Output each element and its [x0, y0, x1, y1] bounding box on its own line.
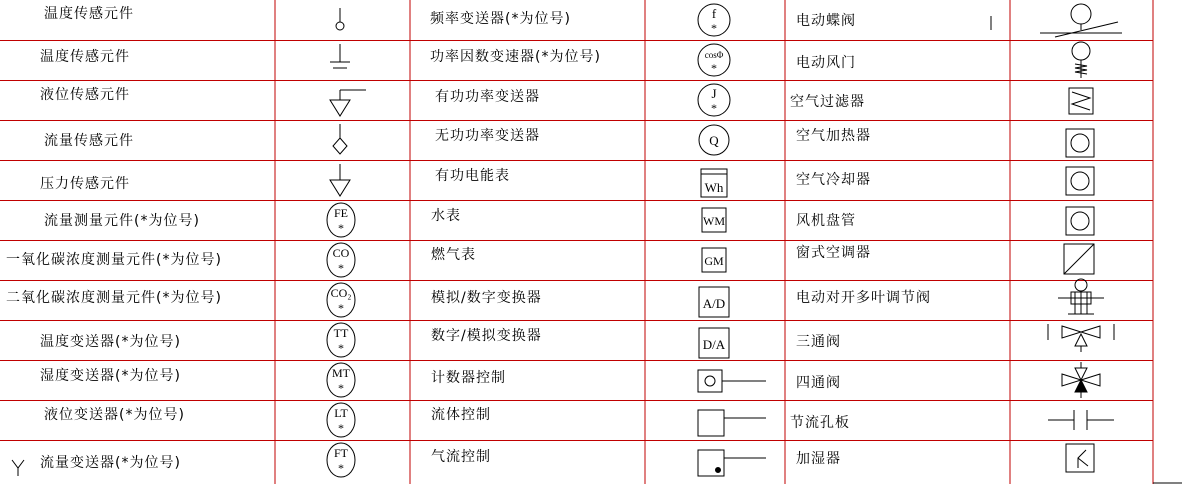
instrument-5-icon — [327, 403, 355, 437]
device-label: 空气过滤器 — [790, 94, 865, 110]
svg-text:MT: MT — [332, 366, 350, 380]
air-heater-icon — [1066, 129, 1094, 157]
meter-1-icon — [698, 44, 730, 76]
converter-label: 流体控制 — [431, 407, 491, 423]
four-way-valve-icon — [1062, 362, 1100, 398]
sensor-label: 压力传感元件 — [40, 176, 130, 192]
sensor-label: 温度传感元件 — [40, 49, 130, 65]
instrument-3-icon — [327, 323, 355, 357]
svg-text:D/A: D/A — [702, 337, 726, 352]
level-sensor-icon — [330, 90, 366, 116]
airflow-control-icon — [698, 450, 766, 476]
svg-text:*: * — [338, 421, 344, 435]
device-label: 电动对开多叶调节阀 — [796, 290, 931, 306]
energy-meter-icon — [701, 169, 727, 197]
svg-text:*: * — [711, 21, 717, 35]
gas-meter-icon — [702, 248, 726, 272]
converter-label: 有功功率变送器 — [435, 89, 540, 105]
instrument-0-icon — [327, 203, 355, 237]
svg-text:LT: LT — [334, 406, 348, 420]
water-meter-icon — [702, 208, 726, 232]
svg-text:Wh: Wh — [704, 180, 724, 195]
motor-butterfly-valve-icon — [1040, 4, 1122, 37]
device-label: 电动蝶阀 — [796, 13, 856, 29]
flow-sensor-icon — [333, 124, 347, 154]
svg-text:*: * — [711, 101, 717, 115]
air-cooler-icon — [1066, 167, 1094, 195]
sensor-label: 流量变送器(*为位号) — [40, 455, 181, 471]
sensor-label: 流量测量元件(*为位号) — [44, 213, 200, 229]
window-ac-icon — [1064, 244, 1094, 274]
stray-y-mark — [12, 460, 24, 476]
meter-0-icon — [698, 4, 730, 36]
converter-label: 无功功率变送器 — [435, 128, 540, 144]
device-label: 四通阀 — [796, 375, 841, 391]
air-filter-icon — [1069, 88, 1093, 114]
svg-text:*: * — [338, 341, 344, 355]
device-label: 空气加热器 — [796, 128, 871, 144]
converter-label: 燃气表 — [431, 247, 476, 263]
motor-damper-icon — [1072, 42, 1090, 78]
opposed-blade-damper-icon — [1058, 279, 1104, 314]
temperature-sensor-plate-icon — [330, 44, 350, 68]
instrument-4-icon — [327, 363, 355, 397]
sensor-label: 温度传感元件 — [44, 6, 134, 22]
fan-coil-icon — [1066, 207, 1094, 235]
svg-text:FT: FT — [333, 446, 349, 460]
device-label: 风机盘管 — [796, 213, 856, 229]
instrument-6-icon — [327, 443, 355, 477]
sensor-label: 湿度变送器(*为位号) — [40, 368, 181, 384]
svg-text:Q: Q — [709, 133, 719, 148]
device-label: 窗式空调器 — [796, 245, 871, 261]
counter-control-icon — [698, 370, 766, 392]
svg-text:CO₂: CO₂ — [330, 286, 352, 300]
svg-text:*: * — [338, 301, 344, 315]
converter-label: 气流控制 — [431, 449, 491, 465]
ad-converter-icon — [699, 287, 729, 317]
pressure-sensor-icon — [330, 164, 350, 196]
device-label: 加湿器 — [796, 451, 841, 467]
svg-text:*: * — [338, 261, 344, 275]
sensor-label: 二氧化碳浓度测量元件(*为位号) — [6, 290, 222, 306]
device-label: 电动风门 — [796, 55, 856, 71]
sensor-label: 温度变送器(*为位号) — [40, 334, 181, 350]
device-label: 空气冷却器 — [796, 172, 871, 188]
converter-label: 计数器控制 — [431, 370, 506, 386]
svg-text:J: J — [711, 86, 717, 101]
converter-label: 数字/模拟变换器 — [431, 328, 542, 344]
sensor-label: 液位变送器(*为位号) — [44, 407, 185, 423]
device-label: 节流孔板 — [790, 415, 850, 431]
svg-text:*: * — [338, 221, 344, 235]
device-label: 三通阀 — [796, 334, 841, 350]
meter-2-icon — [698, 84, 730, 116]
da-converter-icon — [699, 328, 729, 358]
orifice-plate-icon — [1048, 410, 1114, 430]
svg-text:cosΦ: cosΦ — [704, 50, 724, 60]
svg-text:TT: TT — [333, 326, 349, 340]
svg-text:*: * — [338, 381, 344, 395]
converter-label: 模拟/数字变换器 — [431, 290, 542, 306]
svg-text:*: * — [338, 461, 344, 475]
instrument-1-icon — [327, 243, 355, 277]
svg-text:f: f — [711, 6, 717, 21]
reactive-power-icon — [699, 125, 729, 155]
converter-label: 水表 — [431, 208, 461, 224]
sensor-label: 一氧化碳浓度测量元件(*为位号) — [6, 252, 222, 268]
sensor-label: 液位传感元件 — [40, 87, 130, 103]
humidifier-icon — [1066, 444, 1094, 472]
three-way-valve-icon — [1048, 324, 1114, 352]
svg-text:A/D: A/D — [702, 296, 726, 311]
sensor-label: 流量传感元件 — [44, 133, 134, 149]
temperature-sensor-icon — [336, 8, 344, 30]
svg-text:CO: CO — [332, 246, 350, 260]
svg-text:FE: FE — [333, 206, 349, 220]
instrument-2-icon — [327, 283, 355, 317]
svg-text:*: * — [711, 61, 717, 75]
converter-label: 功率因数变速器(*为位号) — [430, 49, 601, 65]
svg-text:GM: GM — [704, 254, 724, 268]
converter-label: 有功电能表 — [435, 168, 510, 184]
converter-label: 频率变送器(*为位号) — [430, 11, 571, 27]
fluid-control-icon — [698, 410, 766, 436]
svg-text:WM: WM — [703, 214, 725, 228]
